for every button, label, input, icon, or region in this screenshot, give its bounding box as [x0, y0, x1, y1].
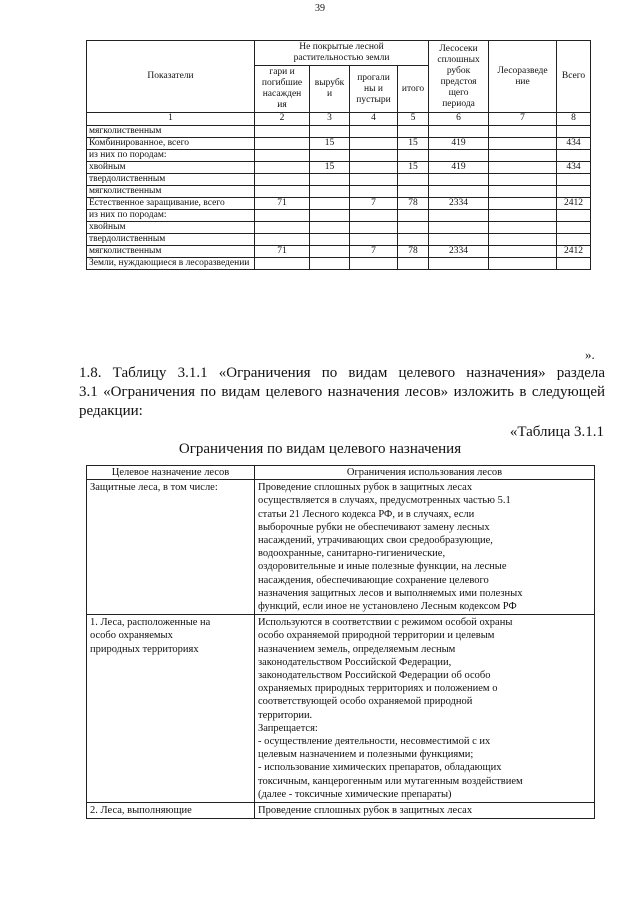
restrictions-cell: [255, 615, 595, 803]
row-label: мягколиственным: [87, 126, 255, 138]
row-value: [310, 246, 350, 258]
restriction-line: соответствующей особо охраняемой природной: [258, 696, 473, 708]
table-row: [87, 138, 591, 150]
row-value: [557, 126, 591, 138]
column-number-row: 1 2 3 4 5 6 7 8: [87, 113, 591, 126]
restriction-line: законодательством Российской Федерации,: [258, 656, 452, 668]
restriction-line: Проведение сплошных рубок в защитных лесах: [258, 482, 473, 494]
table-row: [87, 615, 595, 803]
row-value: 15: [310, 162, 350, 174]
restriction-line: назначения защитных лесов и выполняемых ими полезных: [258, 587, 523, 599]
purpose-line: Защитные леса, в том числе:: [90, 482, 218, 494]
row-value: [310, 198, 350, 210]
row-label: из них по породам:: [87, 150, 255, 162]
header-burned: гари и погибшие насажден ия: [255, 66, 310, 113]
table-row: [87, 174, 591, 186]
row-value: [310, 222, 350, 234]
row-label: хвойным: [87, 162, 255, 174]
header-clearings: вырубк и: [310, 66, 350, 113]
row-value: [398, 258, 429, 270]
purpose-line: природных территориях: [90, 643, 199, 655]
row-value: [255, 162, 310, 174]
restriction-line: назначением земель, определяемым лесным: [258, 643, 456, 655]
row-label: мягколиственным: [87, 246, 255, 258]
restriction-line: целевым назначением и полезными функциями;: [258, 749, 474, 761]
row-value: [350, 210, 398, 222]
row-value: [557, 186, 591, 198]
row-value: [557, 210, 591, 222]
table-row: [87, 246, 591, 258]
paragraph-line: редакции:: [79, 403, 143, 419]
row-value: [429, 234, 489, 246]
restriction-line: выборочные рубки не обеспечивают замену лесных: [258, 521, 490, 533]
table-row: [87, 222, 591, 234]
header-not-covered-group: Не покрытые лесной растительностью земли: [255, 41, 429, 66]
row-value: [255, 138, 310, 150]
row-value: [429, 126, 489, 138]
row-value: [350, 234, 398, 246]
row-value: 2412: [557, 246, 591, 258]
row-value: [350, 162, 398, 174]
row-value: [429, 150, 489, 162]
row-value: [429, 258, 489, 270]
table-row: [87, 186, 591, 198]
restriction-line: статьи 21 Лесного кодекса РФ, и в случаях, если: [258, 508, 475, 520]
closing-quote: ».: [585, 347, 595, 362]
purpose-line: 2. Леса, выполняющие: [90, 805, 192, 817]
row-value: [310, 150, 350, 162]
row-value: [255, 150, 310, 162]
row-value: 2334: [429, 198, 489, 210]
table-row: [87, 803, 595, 819]
header-reforestation: Лесоразведе ние: [489, 41, 557, 113]
row-value: [255, 258, 310, 270]
row-value: [489, 162, 557, 174]
row-value: [310, 234, 350, 246]
purpose-line: 1. Леса, расположенные на: [90, 617, 211, 629]
header-subtotal: итого: [398, 66, 429, 113]
row-value: [310, 174, 350, 186]
table-row: [87, 480, 595, 615]
row-value: [350, 186, 398, 198]
row-value: [255, 174, 310, 186]
header-indicators: Показатели: [87, 41, 255, 113]
amendment-paragraph: [79, 364, 605, 421]
row-value: 15: [310, 138, 350, 150]
row-value: [489, 150, 557, 162]
row-value: [310, 258, 350, 270]
restriction-line: особо охраняемой природной территории и целевым: [258, 630, 495, 642]
page-number: 39: [315, 3, 325, 14]
header-restrictions: Ограничения использования лесов: [255, 466, 595, 480]
row-value: [310, 126, 350, 138]
table-row: [87, 258, 591, 270]
row-value: [489, 246, 557, 258]
row-value: [350, 174, 398, 186]
row-value: 2334: [429, 246, 489, 258]
row-value: 71: [255, 246, 310, 258]
row-value: 434: [557, 138, 591, 150]
row-label: Земли, нуждающиеся в лесоразведении: [87, 258, 255, 270]
table-title: Ограничения по видам целевого назначения: [178, 441, 462, 457]
restriction-line: - использование химических препаратов, обладающих: [258, 762, 502, 774]
row-value: [398, 210, 429, 222]
restriction-line: законодательством Российской Федерации об особо: [258, 670, 491, 682]
row-value: [310, 210, 350, 222]
table-row: [87, 162, 591, 174]
row-value: [429, 174, 489, 186]
table-row: [87, 234, 591, 246]
row-value: [489, 174, 557, 186]
restriction-line: Запрещается:: [258, 722, 318, 734]
row-value: 15: [398, 162, 429, 174]
row-value: [489, 138, 557, 150]
restriction-line: (далее - токсичные химические препараты): [258, 788, 452, 800]
row-value: [398, 222, 429, 234]
row-value: [255, 210, 310, 222]
row-value: [429, 222, 489, 234]
restriction-line: осуществляется в случаях, предусмотренных частью 5.1: [258, 495, 511, 507]
header-purpose: Целевое назначение лесов: [87, 466, 255, 480]
row-value: [398, 186, 429, 198]
row-value: [489, 198, 557, 210]
restriction-line: территории.: [258, 709, 313, 721]
row-value: 15: [398, 138, 429, 150]
row-value: [350, 126, 398, 138]
row-value: [350, 150, 398, 162]
restrictions-cell: [255, 803, 595, 819]
row-value: [557, 258, 591, 270]
row-value: [489, 186, 557, 198]
restriction-line: насаждения, обеспечивающие сохранение целевого: [258, 574, 489, 586]
row-value: [489, 210, 557, 222]
row-value: [557, 234, 591, 246]
row-value: 434: [557, 162, 591, 174]
restriction-line: насаждений, утрачивающих свои средообразующие,: [258, 535, 493, 547]
paragraph-line: 3.1 «Ограничения по видам целевого назначения лесов» изложить в следующей: [79, 384, 605, 400]
purpose-cell: [87, 803, 255, 819]
row-value: [489, 258, 557, 270]
row-value: [398, 234, 429, 246]
purpose-cell: [87, 615, 255, 803]
row-label: Комбинированное, всего: [87, 138, 255, 150]
row-value: 78: [398, 246, 429, 258]
restriction-line: водоохранные, санитарно-гигиенические,: [258, 548, 446, 560]
row-value: 7: [350, 246, 398, 258]
row-label: мягколиственным: [87, 186, 255, 198]
row-value: [255, 234, 310, 246]
table-reference: «Таблица 3.1.1: [509, 424, 604, 440]
row-value: [429, 186, 489, 198]
paragraph-line: 1.8. Таблицу 3.1.1 «Ограничения по видам целевого назначения» раздела: [79, 365, 605, 381]
restriction-line: Проведение сплошных рубок в защитных лесах: [258, 805, 473, 817]
table-row: [87, 210, 591, 222]
restriction-line: оздоровительные и иные полезные функции, на лесные: [258, 561, 507, 573]
row-value: [350, 258, 398, 270]
table-row: [87, 198, 591, 210]
restriction-line: - осуществление деятельности, несовместимой с их: [258, 736, 491, 748]
header-cutting-areas: Лесосеки сплошных рубок предстоя щего периода: [429, 41, 489, 113]
restriction-line: Используются в соответствии с режимом особой охраны: [258, 617, 513, 629]
forest-regeneration-table: [86, 40, 591, 270]
row-label: Естественное заращивание, всего: [87, 198, 255, 210]
row-value: [255, 126, 310, 138]
row-value: [398, 150, 429, 162]
row-value: [255, 222, 310, 234]
row-value: [398, 126, 429, 138]
row-label: хвойным: [87, 222, 255, 234]
row-value: [489, 126, 557, 138]
header-total: Всего: [557, 41, 591, 113]
row-value: [350, 138, 398, 150]
row-value: 71: [255, 198, 310, 210]
restrictions-cell: [255, 480, 595, 615]
row-value: [310, 186, 350, 198]
restriction-line: функций, если иное не установлено Лесным кодексом РФ: [258, 601, 517, 613]
row-value: [557, 222, 591, 234]
header-gaps: прогали ны и пустыри: [350, 66, 398, 113]
restriction-line: токсичным, канцерогенным или мутагенным воздействием: [258, 775, 523, 787]
table-row: [87, 150, 591, 162]
row-value: [557, 150, 591, 162]
row-value: [398, 174, 429, 186]
row-value: 7: [350, 198, 398, 210]
row-value: [350, 222, 398, 234]
purpose-line: особо охраняемых: [90, 630, 173, 642]
table-row: [87, 126, 591, 138]
row-value: 2412: [557, 198, 591, 210]
row-value: [557, 174, 591, 186]
row-value: [429, 210, 489, 222]
row-value: [489, 234, 557, 246]
row-label: твердолиственным: [87, 174, 255, 186]
purpose-cell: [87, 480, 255, 615]
restrictions-table: [86, 465, 595, 819]
row-label: твердолиственным: [87, 234, 255, 246]
row-value: [489, 222, 557, 234]
row-value: [255, 186, 310, 198]
restriction-line: охраняемых природных территориях и положением о: [258, 683, 498, 695]
row-value: 419: [429, 138, 489, 150]
row-label: из них по породам:: [87, 210, 255, 222]
row-value: 419: [429, 162, 489, 174]
row-value: 78: [398, 198, 429, 210]
